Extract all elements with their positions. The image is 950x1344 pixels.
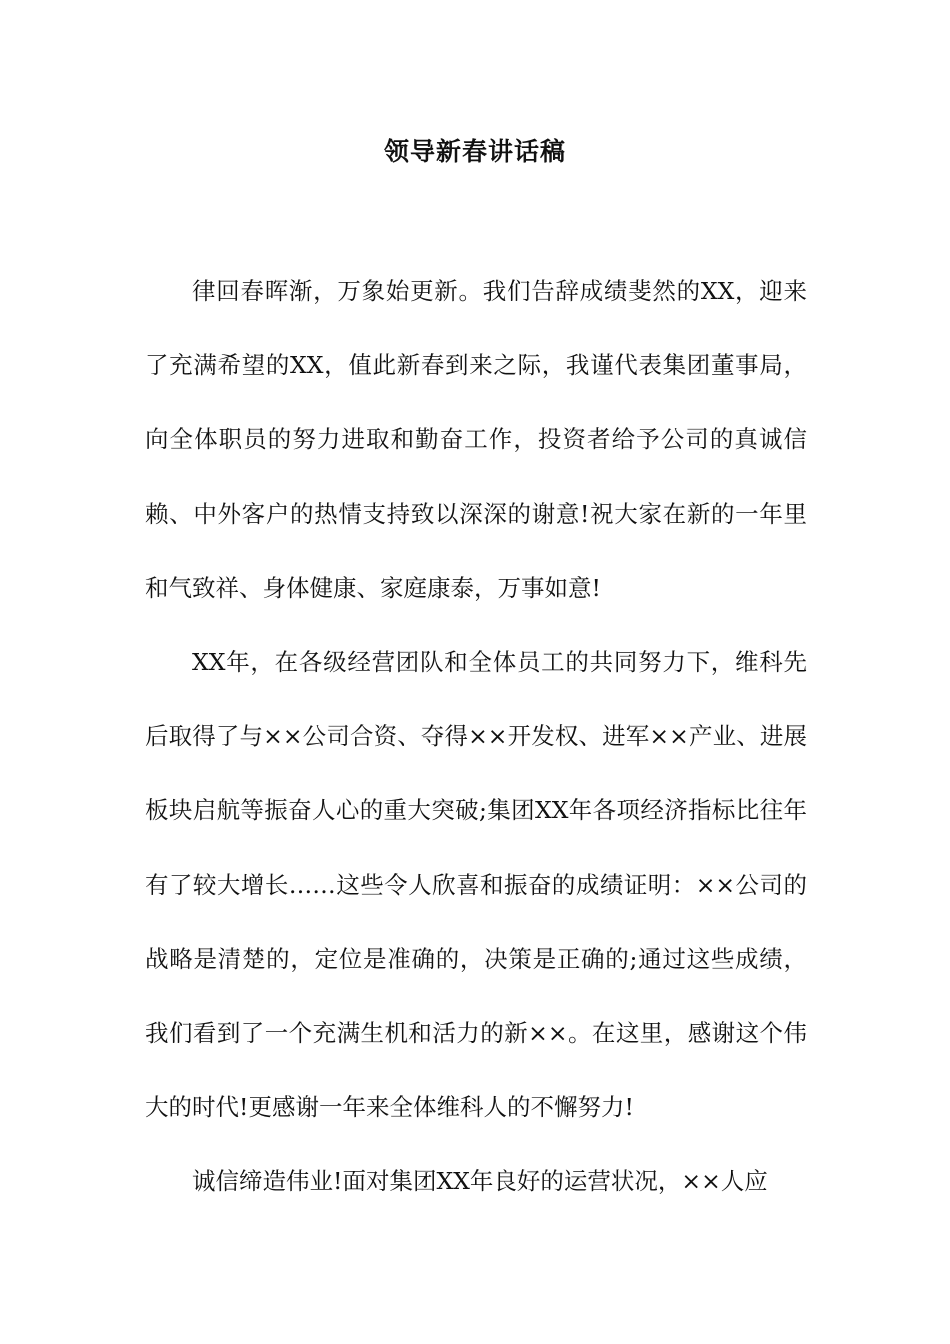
document-body	[145, 254, 807, 1219]
paragraph-1: 律回春晖渐，万象始更新。我们告辞成绩斐然的XX，迎来了充满希望的XX，值此新春到来之际，我谨代表集团董事局，向全体职员的努力进取和勤奋工作，投资者给予公司的真诚信赖、中外客户的热情支持致以深深的谢意!祝大家在新的一年里和气致祥、身体健康、家庭康泰，万事如意!	[145, 277, 807, 602]
paragraph-3: 诚信缔造伟业!面对集团XX年良好的运营状况，××人应	[192, 1167, 768, 1196]
document-title: 领导新春讲话稿	[383, 137, 566, 166]
paragraph-2: XX年，在各级经营团队和全体员工的共同努力下，维科先后取得了与××公司合资、夺得××开发权、进军××产业、进展板块启航等振奋人心的重大突破;集团XX年各项经济指标比往年有了较大增长……这些令人欣喜和振奋的成绩证明：××公司的战略是清楚的，定位是准确的，决策是正确的;通过这些成绩，我们看到了一个充满生机和活力的新××。在这里，感谢这个伟大的时代!更感谢一年来全体维科人的不懈努力!	[145, 648, 807, 1122]
